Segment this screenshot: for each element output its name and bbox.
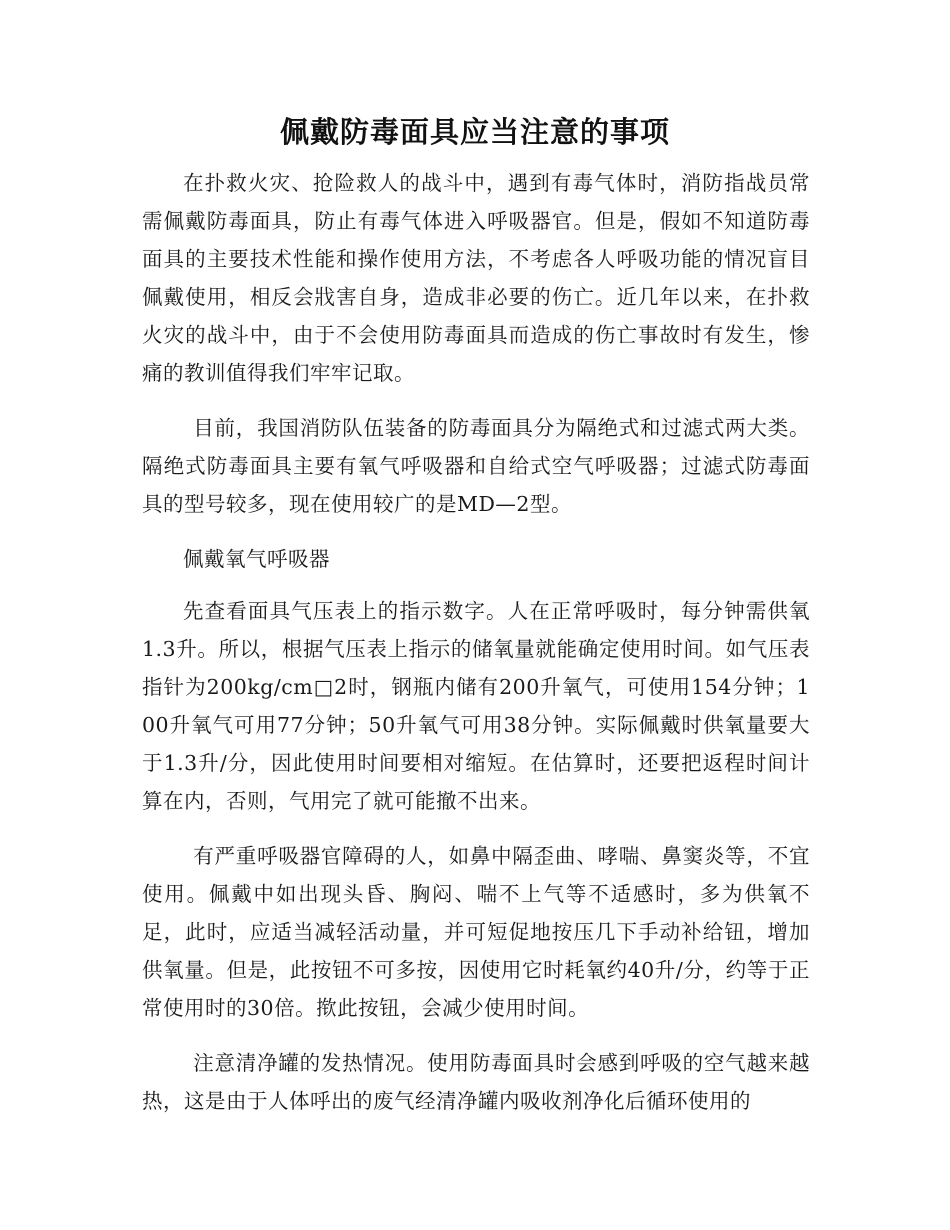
document-title: 佩戴防毒面具应当注意的事项 xyxy=(279,115,670,149)
document-body xyxy=(142,164,810,1137)
paragraph-pressure-gauge: 先查看面具气压表上的指示数字。人在正常呼吸时，每分钟需供氧1.3升。所以，根据气压表上指示的储氧量就能确定使用时间。如气压表指针为200kg/cm□2时，钢瓶内储有200升氧气，可使用154分钟；100升氧气可用77分钟；50升氧气可用38分钟。实际佩戴时供氧量要大于1.3升/分，因此使用时间要相对缩短。在估算时，还要把返程时间计算在内，否则，气用完了就可能撤不出来。 xyxy=(142,599,810,813)
paragraph-mask-types: 目前，我国消防队伍装备的防毒面具分为隔绝式和过滤式两大类。隔绝式防毒面具主要有氧气呼吸器和自给式空气呼吸器；过滤式防毒面具的型号较多，现在使用较广的是MD—2型。 xyxy=(142,416,810,516)
paragraph-canister-heat: 注意清净罐的发热情况。使用防毒面具时会感到呼吸的空气越来越热，这是由于人体呼出的废气经清净罐内吸收剂净化后循环使用的 xyxy=(142,1051,810,1113)
section-heading-oxygen-breathing: 佩戴氧气呼吸器 xyxy=(183,547,330,571)
paragraph-breathing-disorders: 有严重呼吸器官障碍的人，如鼻中隔歪曲、哮喘、鼻窦炎等，不宜使用。佩戴中如出现头昏、胸闷、喘不上气等不适感时，多为供氧不足，此时，应适当减轻活动量，并可短促地按压几下手动补给钮，增加供氧量。但是，此按钮不可多按，因使用它时耗氧约40升/分，约等于正常使用时的30倍。揿此按钮，会减少使用时间。 xyxy=(142,844,810,1020)
paragraph-intro: 在扑救火灾、抢险救人的战斗中，遇到有毒气体时，消防指战员常需佩戴防毒面具，防止有毒气体进入呼吸器官。但是，假如不知道防毒面具的主要技术性能和操作使用方法，不考虑各人呼吸功能的情况盲目佩戴使用，相反会戕害自身，造成非必要的伤亡。近几年以来，在扑救火灾的战斗中，由于不会使用防毒面具而造成的伤亡事故时有发生，惨痛的教训值得我们牢牢记取。 xyxy=(142,171,810,385)
